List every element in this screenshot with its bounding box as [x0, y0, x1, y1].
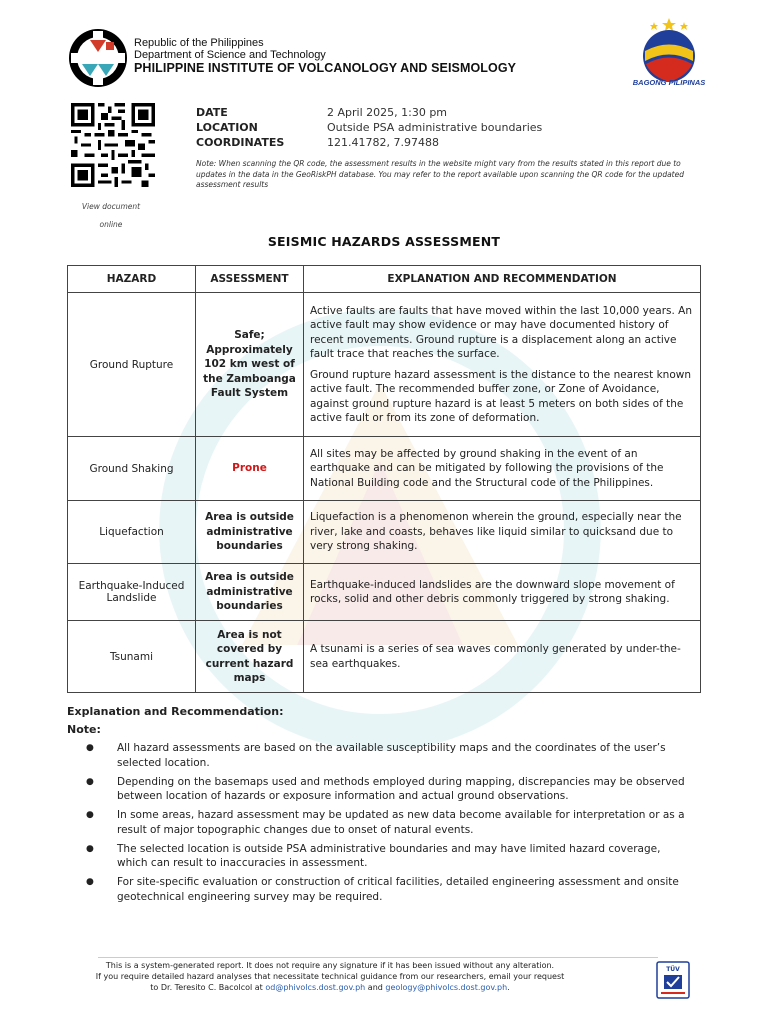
note-text: All hazard assessments are based on the available susceptibility maps and the coordinates of the user’s selected location.: [117, 742, 666, 769]
page-title: SEISMIC HAZARDS ASSESSMENT: [267, 234, 501, 249]
email-link-geology[interactable]: geology@phivolcs.dost.gov.ph: [385, 983, 508, 992]
list-item: [86, 775, 686, 804]
footer-and: and: [365, 983, 386, 992]
table-row-tsunami: [68, 621, 701, 693]
info-row-coordinates: [196, 135, 542, 150]
explanation-heading: Explanation and Recommendation:: [67, 705, 284, 718]
table-row-landslide: [68, 564, 701, 621]
footer-period: .: [507, 983, 510, 992]
agency-line-dost: Department of Science and Technology: [134, 49, 326, 61]
info-row-date: [196, 105, 542, 120]
cert-label: TÜV: [666, 966, 680, 973]
table-row-ground-rupture: [68, 293, 701, 437]
table-row-liquefaction: [68, 501, 701, 564]
explanation-cell: [304, 437, 701, 501]
location-label: LOCATION: [196, 121, 258, 134]
agency-line-republic: Republic of the Philippines: [134, 37, 264, 49]
note-heading: Note:: [67, 723, 101, 736]
assessment-cell: Area is outside administrative boundaries: [196, 501, 304, 564]
location-value: Outside PSA administrative boundaries: [327, 121, 543, 134]
table-header-row: [68, 266, 701, 293]
assessment-cell: Area is outside administrative boundaries: [196, 564, 304, 621]
note-text: In some areas, hazard assessment may be updated as new data become available for interpretation or as a result of major topographic changes due to onset of natural events.: [117, 809, 685, 836]
bullet-icon: ●: [86, 776, 94, 787]
coordinates-label: COORDINATES: [196, 136, 285, 149]
report-info: [196, 105, 542, 150]
explanation-paragraph: Earthquake-induced landslides are the downward slope movement of rocks, solid and other debris commonly triggered by strong shaking.: [310, 578, 675, 605]
explanation-paragraph: Ground rupture hazard assessment is the distance to the nearest known active fault. The recommended buffer zone, or Zone of Avoidance, against ground rupture hazard is at least 5 meters on both sides of the active fault or from its zone of deformation.: [310, 368, 691, 424]
note-text: For site-specific evaluation or construction of critical facilities, detailed engineering assessment and onsite geotechnical engineering survey may be required.: [117, 876, 679, 903]
explanation-cell: [304, 293, 701, 437]
header-explanation: EXPLANATION AND RECOMMENDATION: [304, 266, 701, 293]
bullet-icon: ●: [86, 743, 94, 753]
list-item: [86, 808, 686, 837]
list-item: [86, 741, 686, 770]
bullet-icon: ●: [86, 810, 94, 820]
explanation-paragraph: Liquefaction is a phenomenon wherein the ground, especially near the river, lake and coasts, behaves like liquid similar to quicksand due to very strong shaking.: [310, 511, 682, 553]
qr-code[interactable]: [68, 103, 158, 187]
list-item: [86, 842, 686, 871]
qr-note: Note: When scanning the QR code, the assessment results in the website might vary from the results stated in this report due to updates in the data in the GeoRiskPH database. You may refer to the report available upon scanning the QR code for the updated assessment results: [196, 159, 684, 189]
hazard-cell: Tsunami: [68, 621, 196, 693]
hazard-cell: Liquefaction: [68, 501, 196, 564]
email-link-od[interactable]: od@phivolcs.dost.gov.ph: [265, 983, 366, 992]
explanation-cell: [304, 621, 701, 693]
header-hazard: HAZARD: [68, 266, 196, 293]
hazard-cell: Ground Shaking: [68, 437, 196, 501]
footer: [60, 960, 600, 993]
assessment-cell: Safe; Approximately 102 km west of the Zamboanga Fault System: [196, 293, 304, 437]
explanation-cell: [304, 564, 701, 621]
coordinates-value: 121.41782, 7.97488: [327, 136, 439, 149]
explanation-paragraph: Active faults are faults that have moved within the last 10,000 years. An active fault may show evidence or may have documented history of recent movements. Ground rupture is a displacement along an active fault trace that reaches the surface.: [310, 304, 692, 360]
phivolcs-logo: [68, 28, 128, 88]
bagong-pilipinas-label: BAGONG PILIPINAS: [632, 78, 706, 87]
hazards-table: [67, 265, 701, 693]
certification-badge-icon: [656, 961, 690, 999]
agency-name-block: [134, 37, 516, 76]
explanation-paragraph: All sites may be affected by ground shaking in the event of an earthquake and can be mitigated by following the provisions of the National Building code and the Structural code of the Philippines.: [310, 447, 664, 489]
note-text: The selected location is outside PSA administrative boundaries and may have limited hazard coverage, which can result to inaccuracies in assessment.: [117, 842, 661, 869]
footer-line-2: If you require detailed hazard analyses that necessitate technical guidance from our researchers, email your request: [95, 972, 565, 981]
date-label: DATE: [196, 106, 228, 119]
qr-caption: [68, 198, 154, 234]
qr-caption-line-1: View document: [81, 202, 141, 211]
bullet-icon: ●: [86, 877, 94, 887]
info-row-location: [196, 120, 542, 135]
agency-line-phivolcs: PHILIPPINE INSTITUTE OF VOLCANOLOGY AND SEISMOLOGY: [134, 61, 517, 75]
note-text: Depending on the basemaps used and methods employed during mapping, discrepancies may be observed between location of hazards or exposure information and actual ground observations.: [117, 775, 685, 802]
assessment-cell: Area is not covered by current hazard maps: [196, 621, 304, 693]
explanation-cell: [304, 501, 701, 564]
assessment-cell-prone: Prone: [196, 437, 304, 501]
hazard-cell: Earthquake-Induced Landslide: [68, 564, 196, 621]
date-value: 2 April 2025, 1:30 pm: [327, 106, 448, 119]
footer-line-3-prefix: to Dr. Teresito C. Bacolcol at: [150, 983, 266, 992]
footer-line-1: This is a system-generated report. It does not require any signature if it has been issued without any alteration.: [105, 961, 555, 970]
footer-line-3: [60, 982, 600, 993]
explanation-paragraph: A tsunami is a series of sea waves commonly generated by under-the-sea earthquakes.: [310, 643, 681, 670]
notes-list: [86, 741, 686, 909]
footer-divider: [98, 957, 658, 958]
header-assessment: ASSESSMENT: [196, 266, 304, 293]
list-item: [86, 875, 686, 904]
table-row-ground-shaking: [68, 437, 701, 501]
bullet-icon: ●: [86, 843, 94, 854]
hazard-cell: Ground Rupture: [68, 293, 196, 437]
qr-caption-line-2: online: [99, 220, 123, 229]
